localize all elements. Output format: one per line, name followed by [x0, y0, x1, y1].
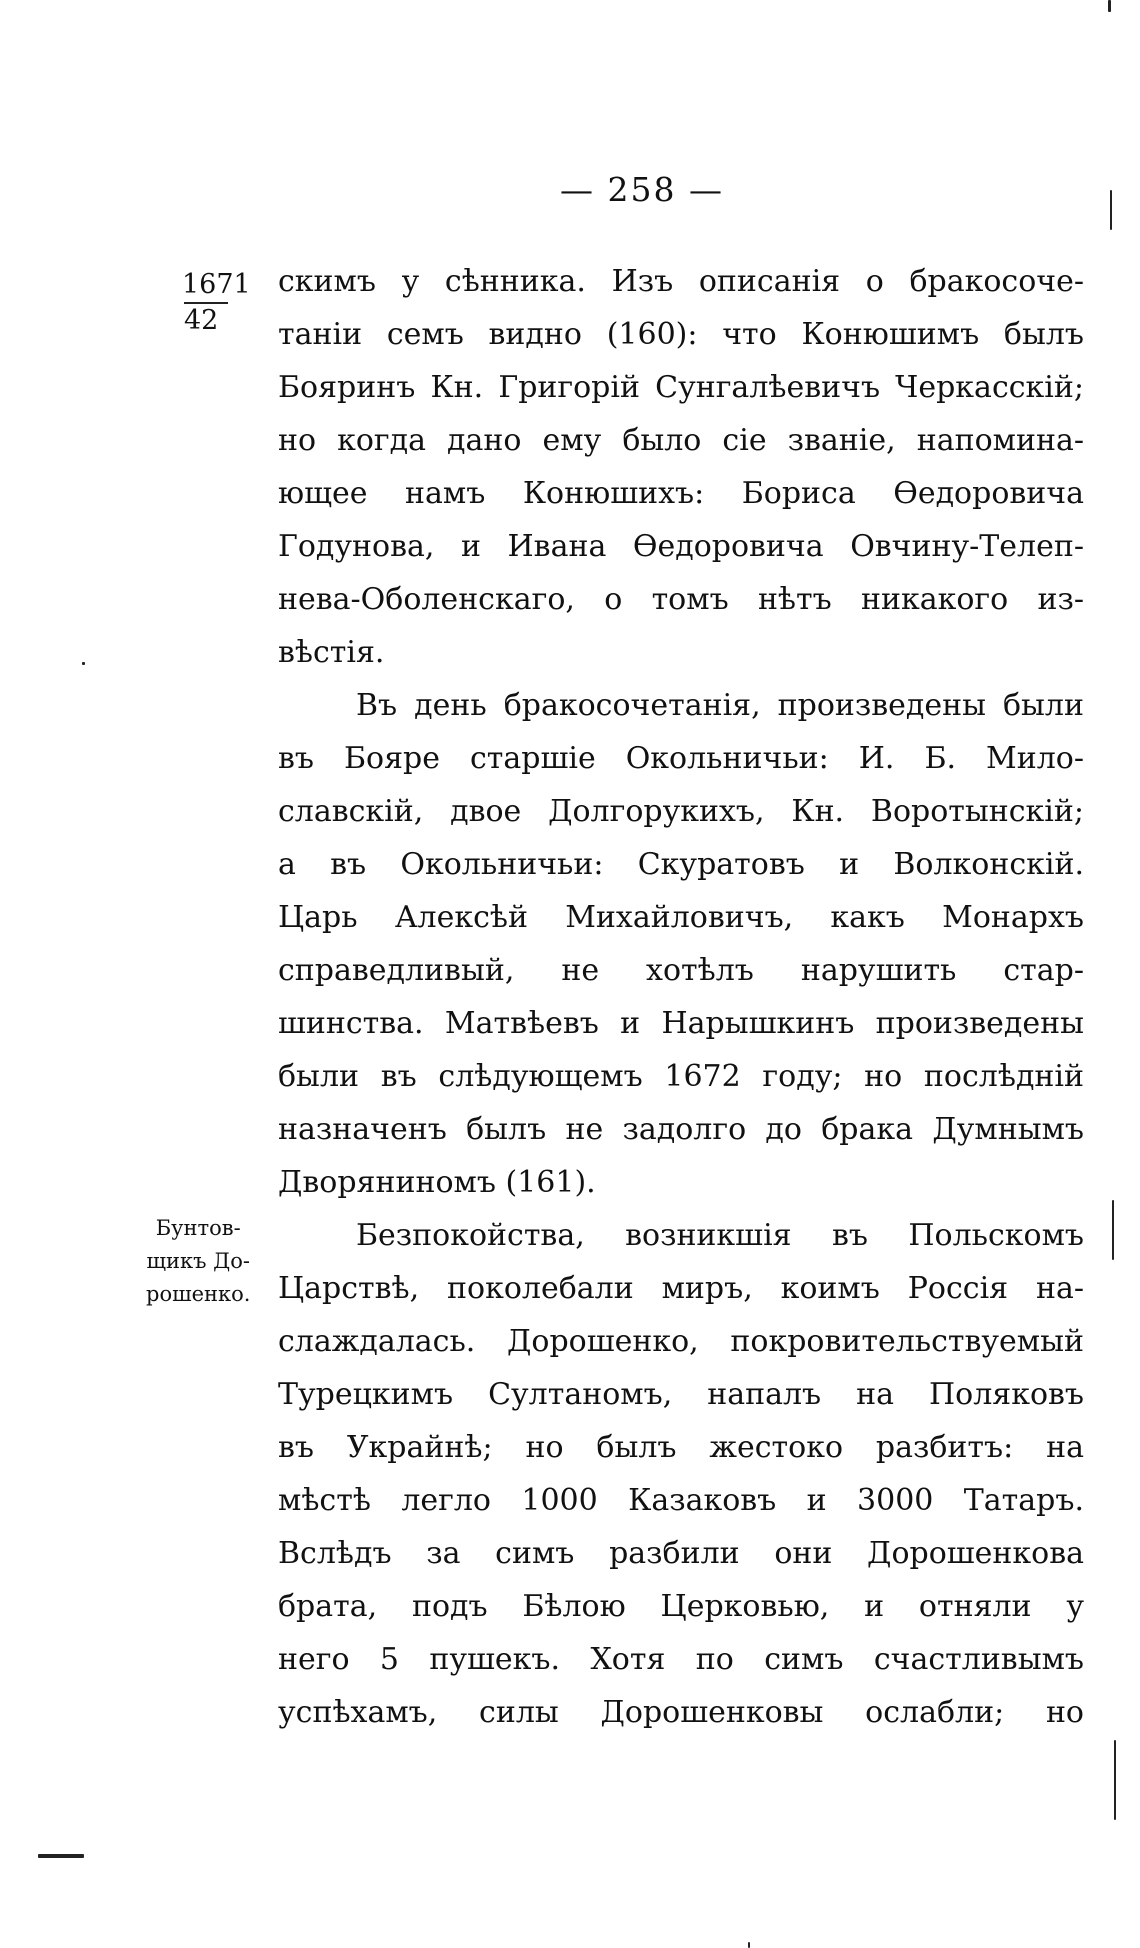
text-line: брата, подъ Бѣлою Церковью, и отняли у — [278, 1589, 1084, 1624]
scan-mark — [1110, 190, 1112, 230]
margin-topic-note — [146, 1212, 250, 1311]
text-line: Безпокойства, возникшія въ Польскомъ — [356, 1218, 1084, 1253]
scan-mark — [1108, 0, 1111, 12]
margin-year-note — [182, 268, 251, 338]
text-line: Бояринъ Кн. Григорій Сунгалѣевичъ Черкасскій; — [278, 370, 1084, 405]
paragraph-3 — [278, 1209, 1084, 1739]
text-line: назначенъ былъ не задолго до брака Думнымъ — [278, 1112, 1084, 1147]
text-line: въ Украйнѣ; но былъ жестоко разбитъ: на — [278, 1430, 1084, 1465]
text-line: таніи семъ видно (160): что Конюшимъ былъ — [278, 317, 1084, 352]
text-line: Вслѣдъ за симъ разбили они Дорошенкова — [278, 1536, 1084, 1571]
text-line: нева-Оболенскаго, о томъ нѣтъ никакого из- — [278, 582, 1084, 617]
scan-mark — [82, 662, 85, 665]
text-line: а въ Окольничьи: Скуратовъ и Волконскій. — [278, 847, 1084, 882]
margin-topic-line: щикъ До- — [146, 1249, 250, 1273]
paragraph-1 — [278, 255, 1084, 679]
text-line: Годунова, и Ивана Ѳедоровича Овчину-Телеп- — [278, 529, 1084, 564]
scan-mark — [1112, 1200, 1114, 1260]
scan-mark — [38, 1854, 84, 1858]
margin-topic-line: рошенко. — [146, 1282, 251, 1306]
scan-mark — [748, 1942, 750, 1948]
text-line: справедливый, не хотѣлъ нарушить стар- — [278, 953, 1084, 988]
text-line: ющее намъ Конюшихъ: Бориса Ѳедоровича — [278, 476, 1084, 511]
page-number: — 258 — — [560, 170, 724, 209]
scan-mark — [1114, 1740, 1116, 1820]
text-line: но когда дано ему было сіе званіе, напомина- — [278, 423, 1084, 458]
text-line: мѣстѣ легло 1000 Казаковъ и 3000 Татаръ. — [278, 1483, 1084, 1518]
text-line: славскій, двое Долгорукихъ, Кн. Воротынскій; — [278, 794, 1084, 829]
margin-topic-line: Бунтов- — [155, 1216, 241, 1240]
text-line: были въ слѣдующемъ 1672 году; но послѣдній — [278, 1059, 1084, 1094]
text-line: Царь Алексѣй Михайловичъ, какъ Монархъ — [278, 900, 1084, 935]
text-line: Царствѣ, поколебали миръ, коимъ Россія на- — [278, 1271, 1084, 1306]
text-line: слаждалась. Дорошенко, покровительствуемый — [278, 1324, 1084, 1359]
text-line: вѣстія. — [278, 635, 385, 670]
text-line: Въ день бракосочетанія, произведены были — [356, 688, 1084, 723]
text-line: шинства. Матвѣевъ и Нарышкинъ произведены — [278, 1006, 1084, 1041]
text-line: скимъ у сѣнника. Изъ описанія о бракосоче- — [278, 264, 1084, 299]
text-line: въ Бояре старшіе Окольничьи: И. Б. Мило- — [278, 741, 1084, 776]
text-line: Дворяниномъ (161). — [278, 1165, 596, 1200]
margin-year-bottom: 42 — [184, 302, 228, 338]
text-line: Турецкимъ Султаномъ, напалъ на Поляковъ — [278, 1377, 1084, 1412]
text-line: него 5 пушекъ. Хотя по симъ счастливымъ — [278, 1642, 1084, 1677]
paragraph-2 — [278, 679, 1084, 1209]
margin-year-top: 1671 — [182, 269, 251, 300]
text-line: успѣхамъ, силы Дорошенковы ослабли; но — [278, 1695, 1084, 1730]
